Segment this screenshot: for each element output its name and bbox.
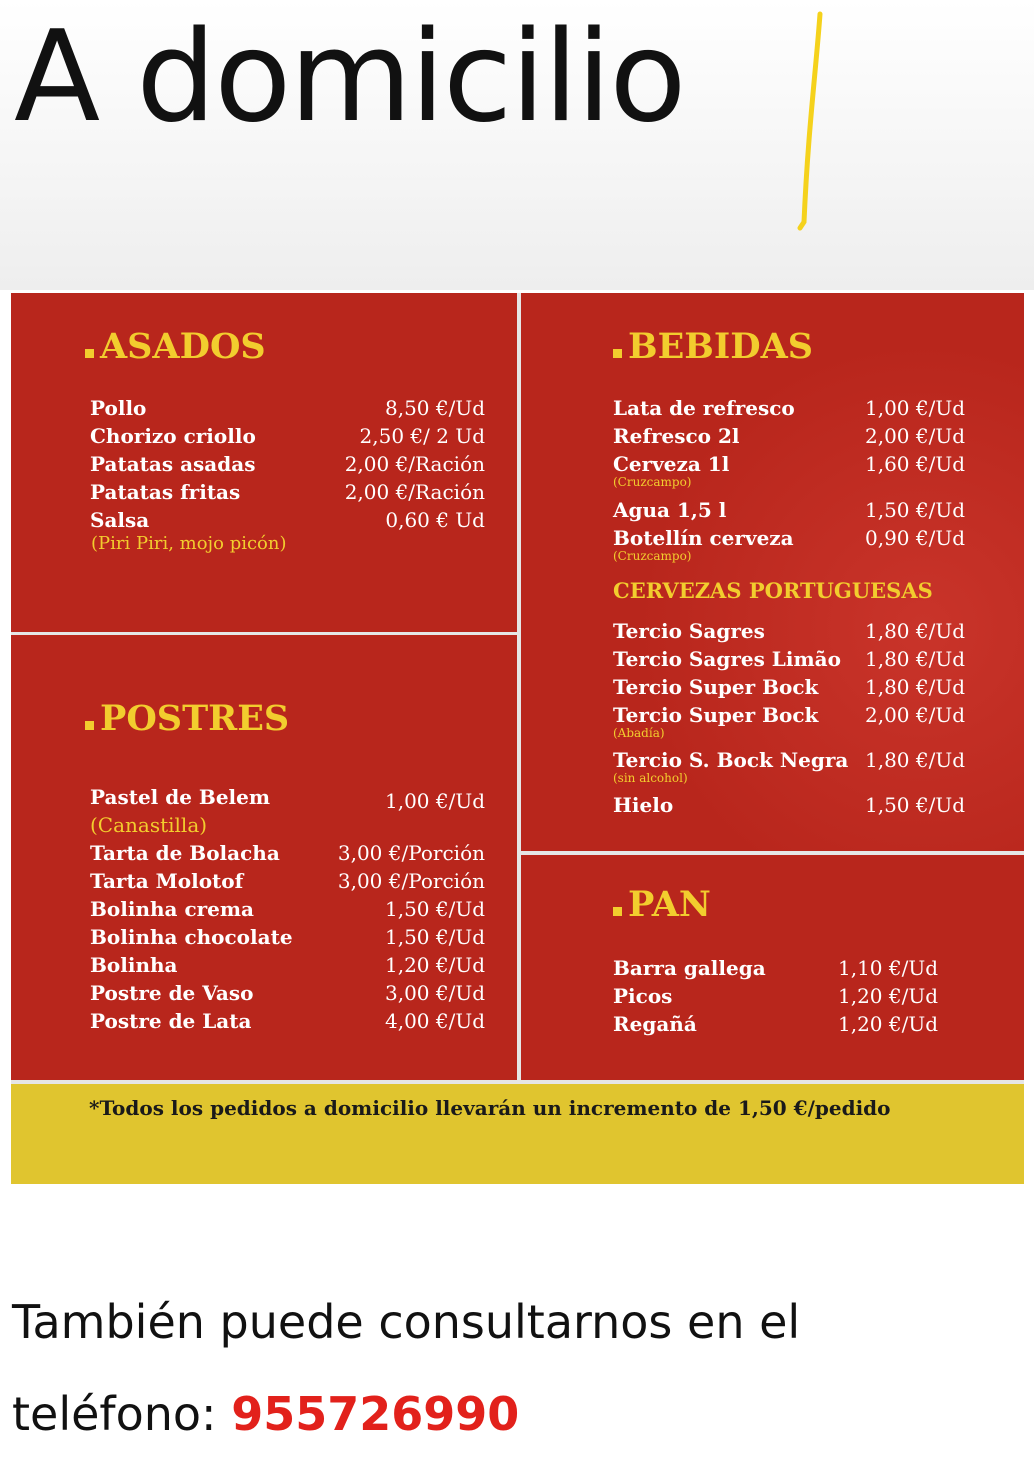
asados-heading bbox=[85, 326, 266, 367]
list-item bbox=[90, 422, 485, 450]
phone-number[interactable]: 955726990 bbox=[231, 1387, 520, 1441]
contact-text: También puede consultarnos en el teléfono: bbox=[12, 1295, 801, 1441]
belem-note: (Canastilla) bbox=[90, 813, 208, 837]
list-item bbox=[613, 450, 965, 496]
item-name: Tercio S. Bock Negra bbox=[613, 748, 849, 772]
list-item bbox=[90, 1007, 485, 1035]
list-item bbox=[613, 954, 938, 982]
list-item bbox=[613, 645, 965, 673]
item-name: Barra gallega bbox=[613, 956, 766, 980]
item-price: 2,00 €/Ud bbox=[864, 703, 965, 727]
list-item bbox=[90, 867, 485, 895]
postres-heading bbox=[85, 698, 290, 739]
item-name: Picos bbox=[613, 984, 673, 1008]
list-item bbox=[90, 895, 485, 923]
vertical-divider bbox=[517, 293, 521, 1084]
item-name: Salsa bbox=[90, 508, 150, 532]
item-name: Refresco 2l bbox=[613, 424, 740, 448]
item-note: (Abadía) bbox=[613, 726, 665, 740]
item-name: Tercio Sagres Limão bbox=[613, 647, 841, 671]
item-price: 1,20 €/Ud bbox=[837, 1012, 938, 1036]
item-name: Cerveza 1l bbox=[613, 452, 730, 476]
bebidas-section bbox=[521, 293, 1024, 851]
portuguesas-list bbox=[613, 617, 965, 819]
list-item bbox=[613, 617, 965, 645]
bullet-icon bbox=[85, 349, 94, 358]
item-name: Postre de Vaso bbox=[90, 981, 254, 1005]
item-name: Hielo bbox=[613, 793, 674, 817]
salsa-note: (Piri Piri, mojo picón) bbox=[91, 533, 287, 554]
list-item bbox=[90, 506, 485, 534]
list-item bbox=[613, 791, 965, 819]
list-item bbox=[90, 783, 485, 839]
horizontal-divider bbox=[521, 851, 1024, 855]
item-name: Patatas fritas bbox=[90, 480, 241, 504]
list-item bbox=[613, 422, 965, 450]
item-name: Bolinha crema bbox=[90, 897, 255, 921]
item-price: 3,00 €/Porción bbox=[337, 841, 485, 865]
item-price: 2,50 €/ 2 Ud bbox=[359, 424, 485, 448]
item-name: Bolinha bbox=[90, 953, 178, 977]
list-item bbox=[613, 701, 965, 746]
item-name: Postre de Lata bbox=[90, 1009, 252, 1033]
asados-section bbox=[11, 293, 517, 632]
footer-band bbox=[11, 1084, 1024, 1184]
item-price: 1,20 €/Ud bbox=[837, 984, 938, 1008]
item-price: 2,00 €/Ración bbox=[344, 480, 485, 504]
item-price: 2,00 €/Ración bbox=[344, 452, 485, 476]
item-name: Pastel de Belem bbox=[90, 785, 271, 809]
menu-board bbox=[11, 293, 1024, 1184]
item-name: Tarta Molotof bbox=[90, 869, 244, 893]
item-price: 8,50 €/Ud bbox=[384, 396, 485, 420]
item-name: Tercio Super Bock bbox=[613, 675, 819, 699]
item-price: 1,80 €/Ud bbox=[864, 675, 965, 699]
item-price: 1,50 €/Ud bbox=[864, 498, 965, 522]
bebidas-title: BEBIDAS bbox=[628, 326, 813, 367]
item-price: 3,00 €/Porción bbox=[337, 869, 485, 893]
item-price: 1,80 €/Ud bbox=[864, 647, 965, 671]
list-item bbox=[90, 478, 485, 506]
cervezas-portuguesas-heading: CERVEZAS PORTUGUESAS bbox=[613, 578, 933, 603]
postres-section bbox=[11, 635, 517, 1080]
item-name: Pollo bbox=[90, 396, 147, 420]
bebidas-heading bbox=[613, 326, 813, 367]
pan-section bbox=[521, 855, 1024, 1080]
list-item bbox=[613, 524, 965, 570]
asados-list bbox=[90, 394, 485, 534]
item-price: 2,00 €/Ud bbox=[864, 424, 965, 448]
list-item bbox=[90, 450, 485, 478]
bullet-icon bbox=[613, 349, 622, 358]
list-item bbox=[613, 746, 965, 791]
list-item bbox=[90, 839, 485, 867]
item-note: (Cruzcampo) bbox=[613, 549, 692, 563]
list-item bbox=[613, 496, 965, 524]
item-price: 1,80 €/Ud bbox=[864, 748, 965, 772]
item-price: 1,50 €/Ud bbox=[384, 897, 485, 921]
item-price: 1,00 €/Ud bbox=[864, 396, 965, 420]
item-price: 1,00 €/Ud bbox=[384, 789, 485, 813]
pan-heading bbox=[613, 884, 711, 925]
list-item bbox=[90, 923, 485, 951]
item-note: (sin alcohol) bbox=[613, 771, 688, 785]
bullet-icon bbox=[85, 721, 94, 730]
postres-title: POSTRES bbox=[100, 698, 290, 739]
list-item bbox=[613, 982, 938, 1010]
list-item bbox=[90, 394, 485, 422]
item-name: Chorizo criollo bbox=[90, 424, 256, 448]
delivery-surcharge-note: *Todos los pedidos a domicilio llevarán un incremento de 1,50 €/pedido bbox=[89, 1096, 891, 1120]
item-price: 1,60 €/Ud bbox=[864, 452, 965, 476]
pan-title: PAN bbox=[628, 884, 711, 925]
item-name: Bolinha chocolate bbox=[90, 925, 293, 949]
list-item bbox=[90, 951, 485, 979]
contact-info bbox=[12, 1276, 1012, 1460]
list-item bbox=[613, 673, 965, 701]
item-price: 3,00 €/Ud bbox=[384, 981, 485, 1005]
item-name: Tercio Sagres bbox=[613, 619, 765, 643]
page-title: A domicilio bbox=[14, 3, 685, 150]
item-name: Tercio Super Bock bbox=[613, 703, 819, 727]
item-name: Botellín cerveza bbox=[613, 526, 794, 550]
item-price: 0,60 € Ud bbox=[385, 508, 485, 532]
item-name: Agua 1,5 l bbox=[613, 498, 727, 522]
bullet-icon bbox=[613, 907, 622, 916]
yellow-highlight-stroke bbox=[790, 10, 830, 235]
horizontal-divider bbox=[11, 632, 517, 635]
item-name: Lata de refresco bbox=[613, 396, 795, 420]
asados-title: ASADOS bbox=[100, 326, 266, 367]
item-name: Regañá bbox=[613, 1012, 697, 1036]
postres-list bbox=[90, 783, 485, 1035]
item-price: 1,50 €/Ud bbox=[864, 793, 965, 817]
item-price: 1,80 €/Ud bbox=[864, 619, 965, 643]
item-name: Patatas asadas bbox=[90, 452, 256, 476]
item-name: Tarta de Bolacha bbox=[90, 841, 280, 865]
item-price: 4,00 €/Ud bbox=[384, 1009, 485, 1033]
list-item bbox=[613, 394, 965, 422]
item-price: 1,20 €/Ud bbox=[384, 953, 485, 977]
list-item bbox=[613, 1010, 938, 1038]
list-item bbox=[90, 979, 485, 1007]
bebidas-list bbox=[613, 394, 965, 570]
item-price: 0,90 €/Ud bbox=[864, 526, 965, 550]
item-note: (Cruzcampo) bbox=[613, 475, 692, 489]
item-price: 1,50 €/Ud bbox=[384, 925, 485, 949]
item-price: 1,10 €/Ud bbox=[837, 956, 938, 980]
pan-list bbox=[613, 954, 938, 1038]
